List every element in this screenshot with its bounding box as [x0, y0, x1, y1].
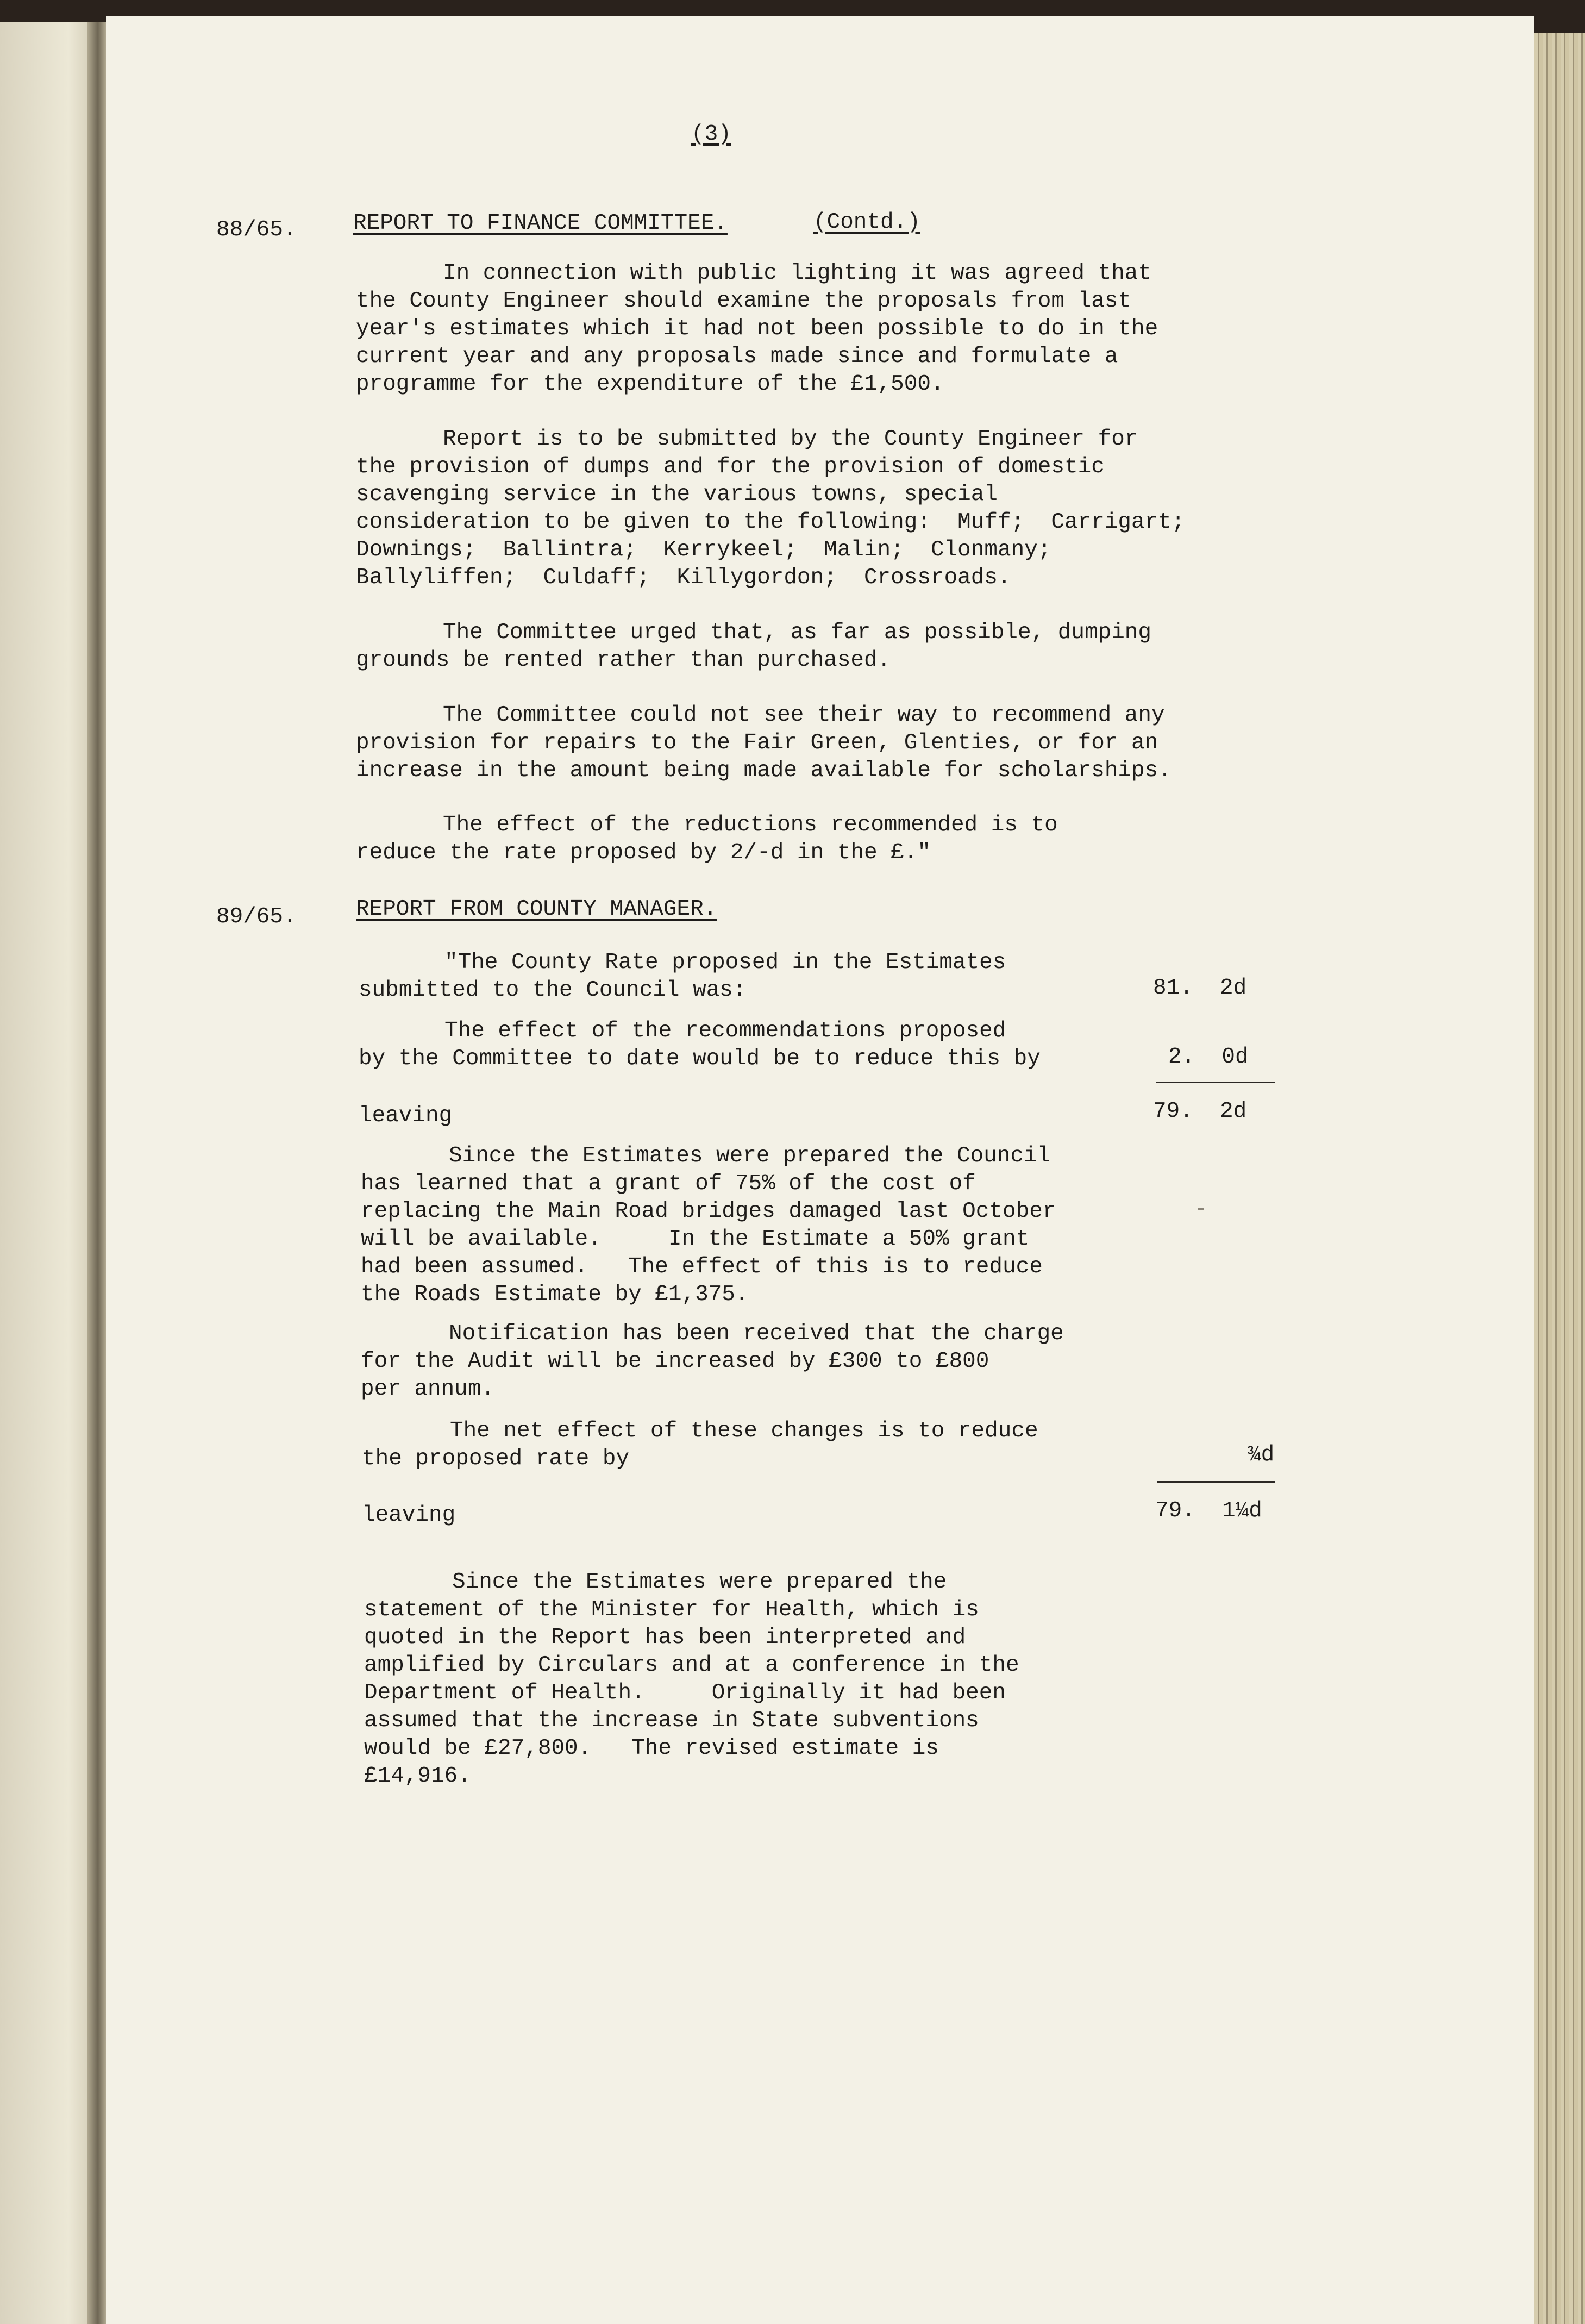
statement-line: The net effect of these changes is to reduce: [450, 1419, 1038, 1444]
paragraph-line: reduce the rate proposed by 2/-d in the £.": [356, 840, 931, 865]
paragraph-line: grounds be rented rather than purchased.: [356, 648, 891, 673]
paragraph-line: The Committee could not see their way to recommend any: [443, 703, 1165, 728]
paragraph-line: programme for the expenditure of the £1,500.: [356, 372, 944, 397]
paragraph-line: year's estimates which it had not been possible to do in the: [356, 316, 1158, 341]
statement-line: will be available. In the Estimate a 50% grant: [361, 1227, 1030, 1252]
statement-line: replacing the Main Road bridges damaged last October: [361, 1199, 1056, 1224]
paragraph-line: consideration to be given to the following: Muff; Carrigart;: [356, 510, 1185, 535]
statement-line: had been assumed. The effect of this is to reduce: [361, 1254, 1043, 1279]
rate-amount: 81. 2d: [1153, 976, 1247, 1001]
paragraph-line: increase in the amount being made available for scholarships.: [356, 758, 1171, 783]
statement-line: quoted in the Report has been interpreted and: [364, 1625, 966, 1650]
paragraph-line: The effect of the reductions recommended is to: [443, 813, 1058, 838]
statement-line: Notification has been received that the charge: [449, 1321, 1064, 1346]
paragraph-line: the provision of dumps and for the provision of domestic: [356, 454, 1105, 479]
page-stack-edge: [1534, 33, 1585, 2324]
statement-line: leaving: [359, 1103, 453, 1128]
section-heading: REPORT FROM COUNTY MANAGER.: [356, 897, 717, 922]
facing-page-edge: [0, 22, 98, 2324]
rate-amount: 2. 0d: [1168, 1045, 1249, 1070]
section-heading: REPORT TO FINANCE COMMITTEE.: [353, 211, 728, 236]
paragraph-line: current year and any proposals made since and formulate a: [356, 344, 1118, 369]
rate-amount: 79. 1¼d: [1155, 1498, 1262, 1523]
section-heading-suffix: (Contd.): [813, 210, 920, 235]
statement-line: "The County Rate proposed in the Estimates: [444, 950, 1006, 975]
statement-line: Since the Estimates were prepared the: [452, 1570, 947, 1595]
statement-line: for the Audit will be increased by £300 to £800: [361, 1349, 989, 1374]
statement-line: has learned that a grant of 75% of the cost of: [361, 1171, 976, 1196]
paragraph-line: Downings; Ballintra; Kerrykeel; Malin; Clonmany;: [356, 538, 1051, 563]
statement-line: £14,916.: [364, 1764, 471, 1789]
statement-line: amplified by Circulars and at a conference in the: [364, 1653, 1019, 1678]
statement-line: The effect of the recommendations proposed: [444, 1019, 1006, 1044]
statement-line: per annum.: [361, 1377, 495, 1402]
margin-tick-mark: [1198, 1208, 1204, 1210]
statement-line: statement of the Minister for Health, which is: [364, 1597, 979, 1622]
page-number: (3): [691, 122, 731, 147]
paragraph-line: the County Engineer should examine the proposals from last: [356, 289, 1132, 314]
sum-rule: [1157, 1481, 1275, 1483]
paragraph-line: provision for repairs to the Fair Green, Glenties, or for an: [356, 730, 1158, 755]
statement-line: Since the Estimates were prepared the Council: [449, 1144, 1051, 1169]
statement-line: Department of Health. Originally it had been: [364, 1680, 1006, 1705]
rate-amount: 79. 2d: [1153, 1099, 1247, 1124]
statement-line: assumed that the increase in State subventions: [364, 1708, 979, 1733]
sum-rule: [1156, 1082, 1275, 1083]
paragraph-line: In connection with public lighting it was agreed that: [443, 261, 1152, 286]
paragraph-line: Report is to be submitted by the County Engineer for: [443, 427, 1138, 452]
statement-line: the Roads Estimate by £1,375.: [361, 1282, 749, 1307]
paragraph-line: Ballyliffen; Culdaff; Killygordon; Crossroads.: [356, 565, 1011, 590]
paragraph-line: scavenging service in the various towns, special: [356, 482, 998, 507]
paragraph-line: The Committee urged that, as far as possible, dumping: [443, 620, 1152, 645]
minute-number: 88/65.: [216, 217, 297, 242]
statement-line: the proposed rate by: [362, 1446, 630, 1471]
statement-line: would be £27,800. The revised estimate is: [364, 1736, 939, 1761]
minute-number: 89/65.: [216, 904, 297, 929]
statement-line: submitted to the Council was:: [359, 978, 747, 1003]
statement-line: by the Committee to date would be to reduce this by: [359, 1046, 1041, 1071]
statement-line: leaving: [362, 1503, 456, 1528]
book-gutter: [87, 22, 109, 2324]
rate-amount: ¾d: [1248, 1442, 1275, 1467]
